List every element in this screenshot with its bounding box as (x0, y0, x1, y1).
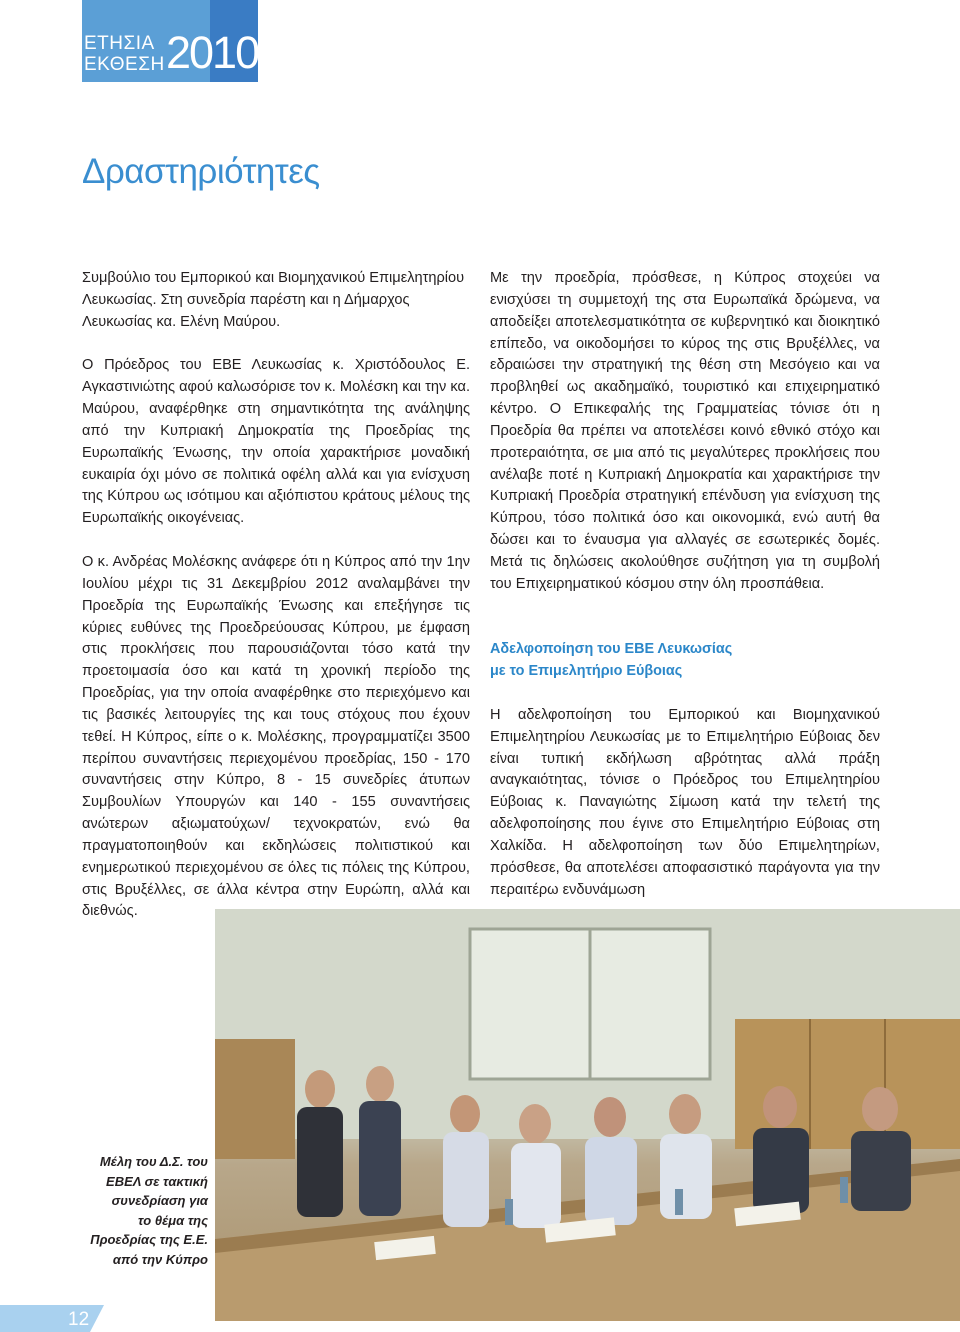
subheading-line1: Αδελφοποίηση του ΕΒΕ Λευκωσίας (490, 641, 733, 658)
photo-caption: Μέλη του Δ.Σ. του ΕΒΕΛ σε τακτική συνεδρίαση για το θέμα της Προεδρίας της Ε.Ε. από την Κύπρο (90, 1154, 208, 1267)
right-text-column (490, 268, 880, 901)
right-paragraph-2: Η αδελφοποίηση του Εμπορικού και Βιομηχανικού Επιμελητηρίου Λευκωσίας με το Επιμελητήριο Εύβοιας δεν είναι τυπική εκδήλωση αβρότητας αλλά πράξη αναγκαιότητας, τόνισε ο Πρόεδρος του Επιμελητηρίου Εύβοιας κ. Παναγιώτης Σίμωση κατά την τελετή της αδελφοποίησης που έγινε στο Επιμελητήριο Εύβοιας στη Χαλκίδα. Η αδελφοποίηση των δύο Επιμελητηρίων, πρόσθεσε, θα αποτελέσει αποφασιστικό παράγοντα για την περαιτέρω ενδυνάμωση (490, 706, 880, 898)
left-paragraph-1: Συμβούλιο του Εμπορικού και Βιομηχανικού Επιμελητηρίου Λευκωσίας. Στη συνεδρία παρέστη και η Δήμαρχος Λευκωσίας κα. Ελένη Μαύρου. (82, 270, 465, 330)
left-paragraph-3: Ο κ. Ανδρέας Μολέσκης ανάφερε ότι η Κύπρος από την 1ην Ιουλίου μέχρι τις 31 Δεκεμβρίου 2012 αναλαμβάνει την Προεδρία της Ευρωπαϊκής Ένωσης και επεξήγησε τις κύριες ευθύνες της Προεδρεύουσας Κύπρου, με έμφαση στις προκλήσεις που παρουσιάζονται τόσο κατά την προετοιμασία όσο και κατά τη χρονική περίοδο της Προεδρίας, για την οποία αναφέρθηκε στο περιεχόμενο και τις βασικές λειτουργίες της και τους στόχους που έχουν τεθεί. Η Κύπρος, είπε ο κ. Μολέσκης, προγραμματίζει 3500 περίπου συναντήσεις περιεχομένου προεδρίας, 150 - 170 συναντήσεις στην Κύπρο, 8 - 15 συνεδρίες άτυπων Συμβουλίων Υπουργών και 140 - 155 συναντήσεις ανώτερων αξιωματούχων/ τεχνοκρατών, ενώ θα πραγματοποιηθούν και εκδηλώσεις πολιτιστικού και ενημερωτικού περιεχομένου σε όλες τις πόλεις της Κύπρου, στις Βρυξέλλες, σε άλλα κέντρα στην Ευρώπη, αλλά και διεθνώς. (82, 553, 470, 920)
right-paragraph-1: Με την προεδρία, πρόσθεσε, η Κύπρος στοχεύει να ενισχύσει τη συμμετοχή της στα Ευρωπαϊκά δρώμενα, να αποδείξει αποτελεσματικότητα σε κυβερνητικό και διοικητικό επίπεδο, να οικοδομήσει το κύρος της στις Βρυξέλλες, να εδραιώσει την στρατηγική της θέση στη Μεσόγειο και να προβληθεί ως ακαδημαϊκό, τουριστικό και επιχειρηματικό κέντρο. Ο Επικεφαλής της Γραμματείας τόνισε ότι η Προεδρία θα πρέπει να αποτελέσει κοινό εθνικό στόχο και προτεραιότητα, σε μια από τις μεγαλύτερες προκλήσεις που ανέλαβε ποτέ η Κυπριακή Δημοκρατία και χαρακτήρισε την Κυπριακή Προεδρία στρατηγική επένδυση για ενίσχυση της Κύπρου, τόσο πολιτικά όσο και οικονομικά, ενώ αυτή θα δώσει και το έναυσμα για αλλαγές σε εσωτερικές δομές. Μετά τις δηλώσεις ακολούθησε συζήτηση για τη συμβολή του Επιχειρηματικού κόσμου στην όλη προσπάθεια. (490, 270, 880, 592)
header-year: 2010 (166, 27, 259, 78)
subheading (490, 639, 880, 683)
page-number: 12 (68, 1309, 90, 1330)
header-title-line1: ΕΤΗΣΙΑ (84, 33, 155, 54)
header-title-line2: ΕΚΘΕΣΗ (84, 54, 165, 75)
subheading-line2: με το Επιμελητήριο Εύβοιας (490, 663, 683, 680)
left-paragraph-2: Ο Πρόεδρος του ΕΒΕ Λευκωσίας κ. Χριστόδουλος Ε. Αγκαστινιώτης αφού καλωσόρισε τον κ. Μολέσκη και την κα. Μαύρου, αναφέρθηκε στη σημαντικότητα της ανάληψης από την Κυπριακή Δημοκρατία της Προεδρίας της Ευρωπαϊκής Ένωσης, την οποία χαρακτήρισε μοναδική ευκαιρία όχι μόνο σε πολιτικά οφέλη αλλά και για ενίσχυση της Κύπρου ως ισότιμου και αξιόπιστου κράτους μέλους της Ευρωπαϊκής οικογένειας. (82, 357, 470, 527)
section-title: Δραστηριότητες (82, 152, 320, 191)
left-text-column (82, 268, 470, 923)
meeting-photo (215, 909, 960, 1321)
meeting-photo-illustration (215, 909, 960, 1321)
